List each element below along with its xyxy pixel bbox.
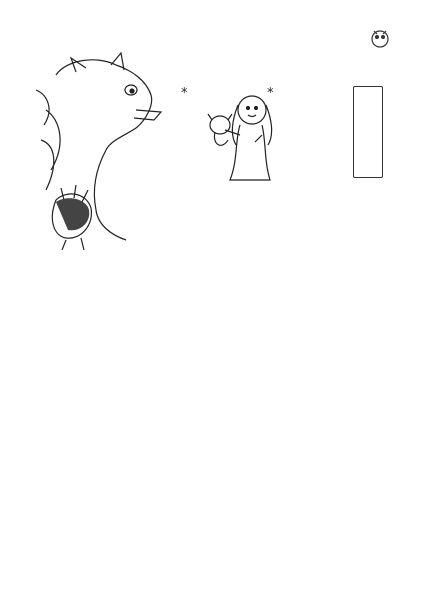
asterisk-marker: * <box>181 86 188 101</box>
girl-dog-illustration <box>200 80 280 190</box>
owl-logo-icon <box>370 26 390 48</box>
question-boy-wolf <box>178 118 200 268</box>
instructions-text <box>298 60 353 305</box>
asterisk-marker: * <box>267 86 274 101</box>
wolf-boy-illustration <box>36 50 181 250</box>
title-banner <box>353 86 383 178</box>
